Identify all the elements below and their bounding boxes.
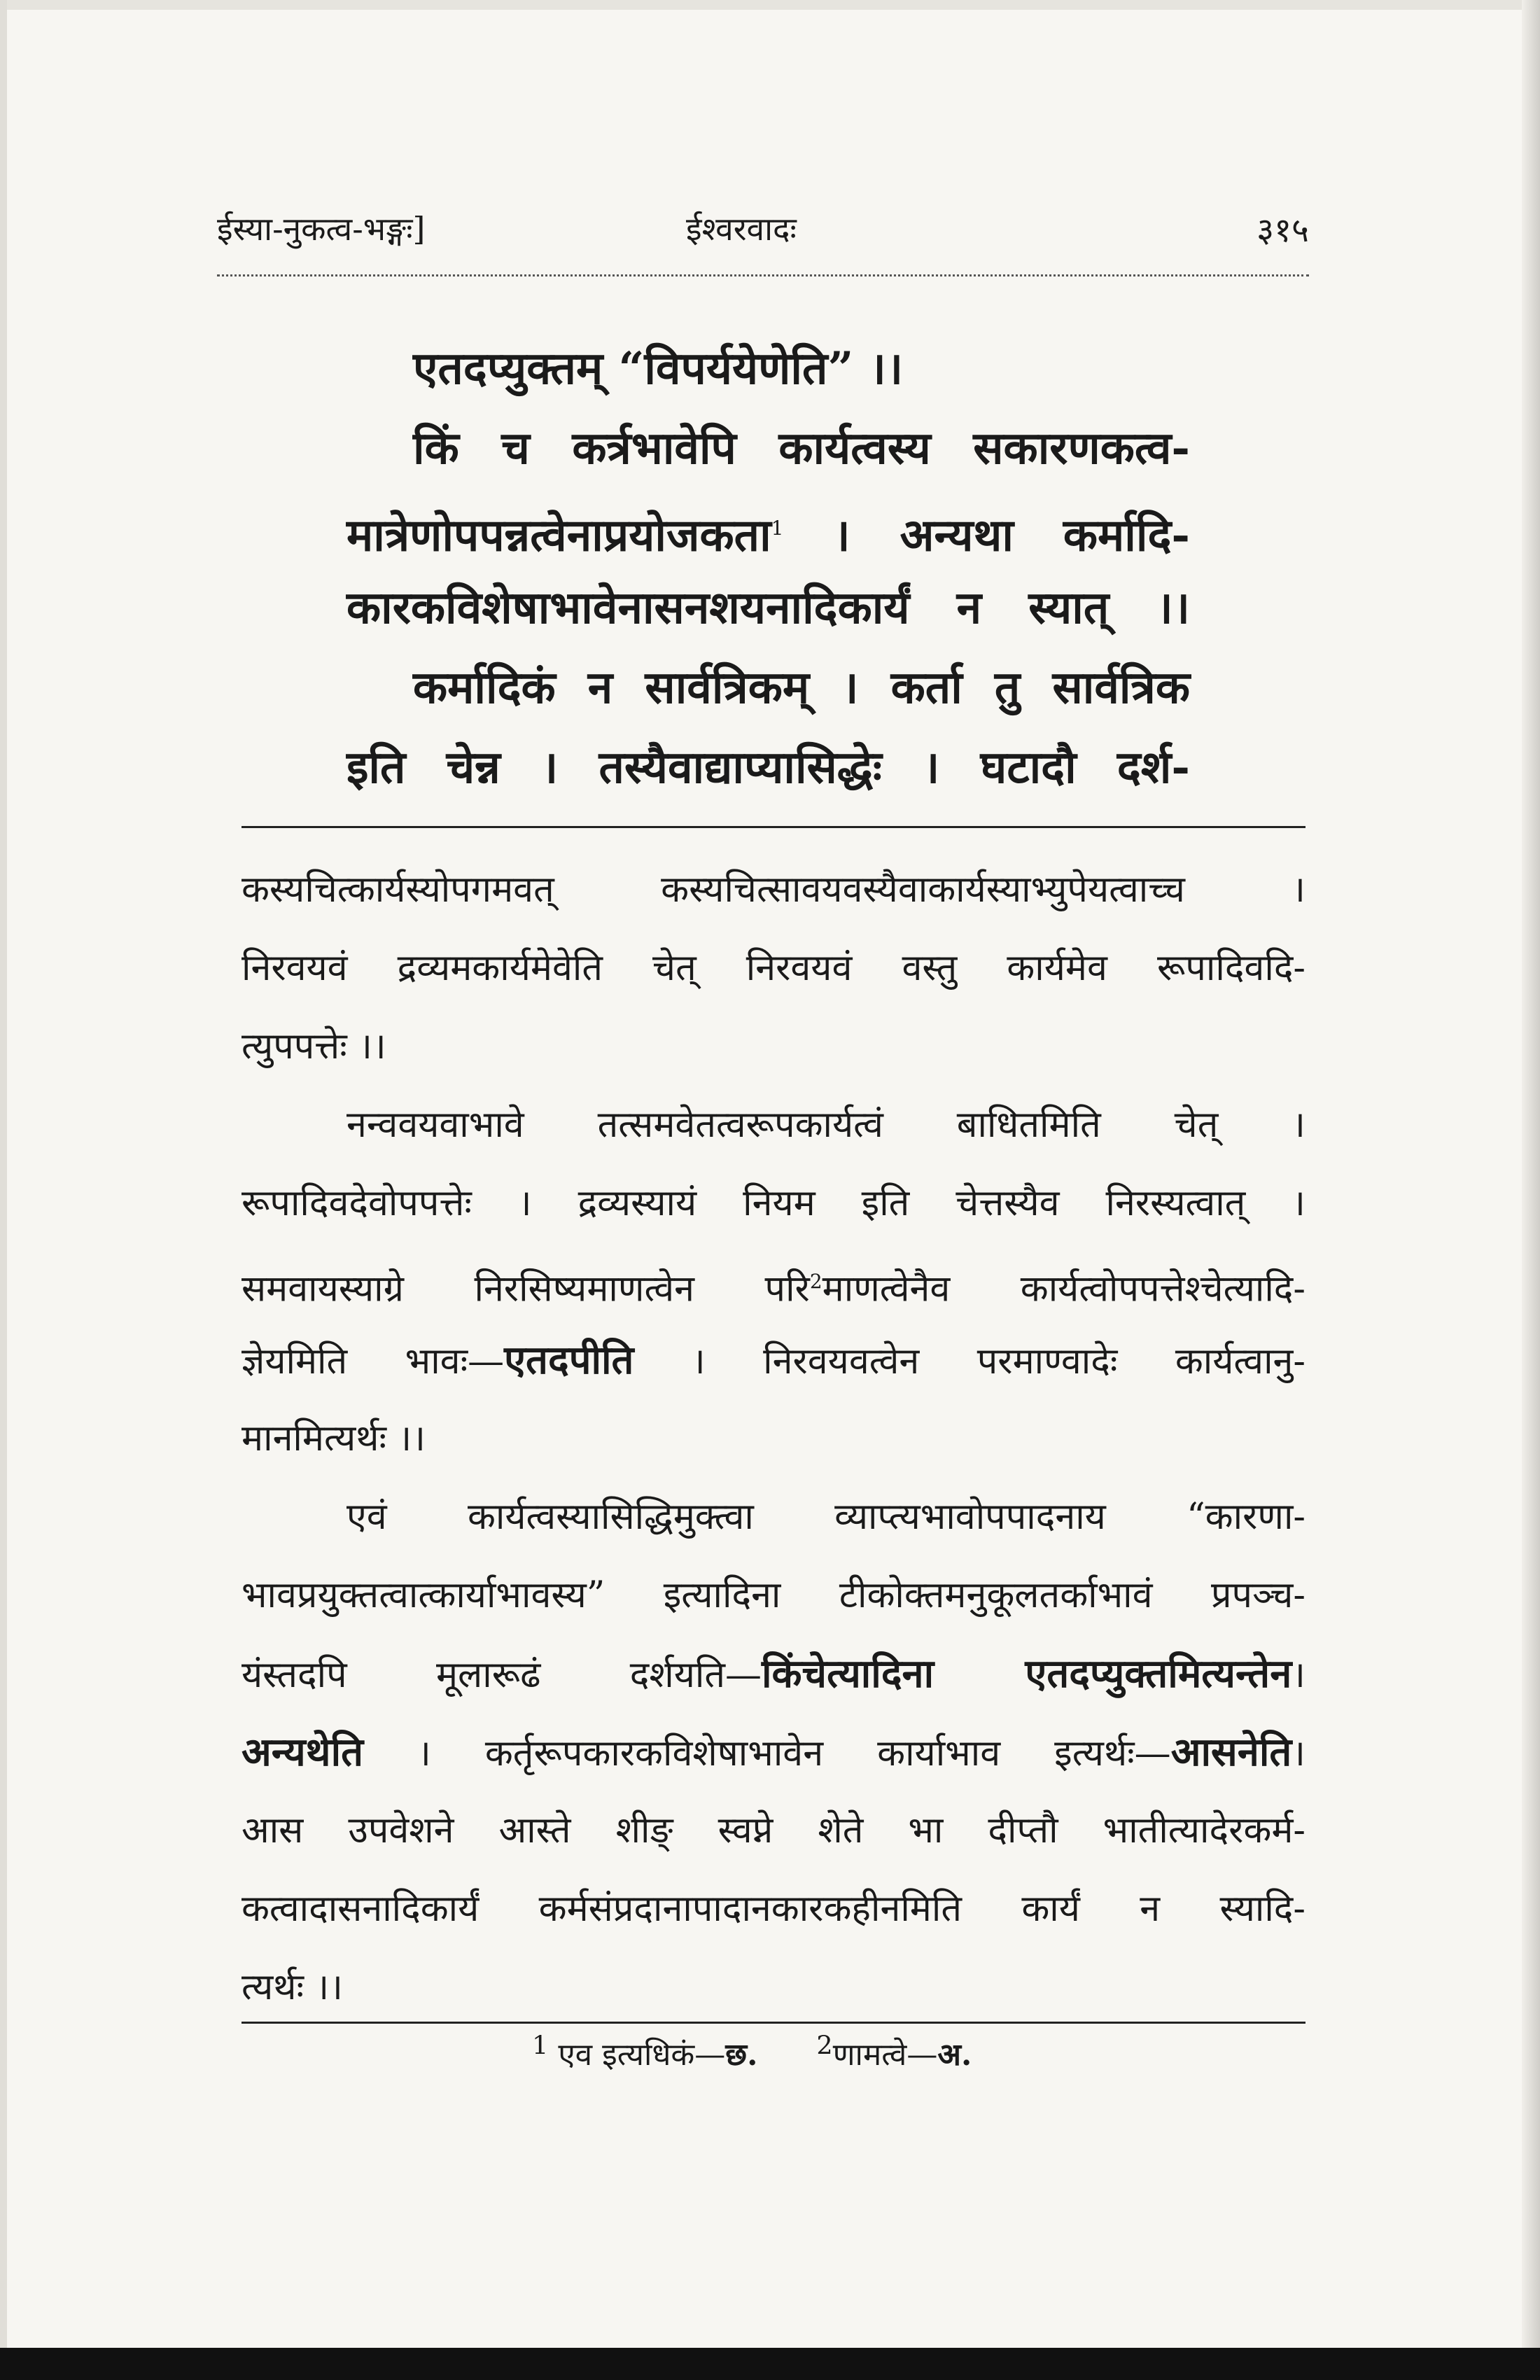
footnote-number: 1 [532,2030,549,2060]
mula-line: कारकविशेषाभावेनासनशयनादिकार्यं न स्यात् ।। [346,582,1190,634]
footnote-number: 2 [816,2030,833,2060]
mula-line: किं च कर्त्रभावेपि कार्यत्वस्य सकारणकत्व- [413,422,1190,475]
commentary-text-span: । निरवयवत्वेन परमाण्वादेः कार्यत्वानु- [634,1340,1306,1382]
commentary-line: त्युपपत्तेः ।। [241,1026,386,1068]
footnote-marker: 2 [809,1270,822,1293]
mula-text-span: मात्रेणोपपन्नत्वेनाप्रयोजकता [346,509,771,562]
page-header [217,206,1309,255]
mula-text-span: । अन्यथा कर्मादि- [833,509,1190,562]
commentary-text-span: यंस्तदपि मूलारूढं दर्शयति— [241,1654,762,1696]
pratika-quote: किंचेत्यादिना एतदप्युक्तमित्यन्तेन [762,1651,1292,1697]
commentary-line: नन्ववयवाभावे तत्समवेतत्वरूपकार्यत्वं बाधितमिति चेत् । [346,1104,1306,1146]
commentary-line: कत्वादासनादिकार्यं कर्मसंप्रदानापादानकारकहीनमिति कार्यं न स्यादि- [241,1888,1306,1930]
page-edge-left [0,0,7,2380]
footnote-divider [241,2022,1306,2024]
pratika-quote: एतदपीति [504,1337,634,1383]
commentary-text-span: ज्ञेयमिति भावः— [241,1340,505,1382]
text-commentary-divider [241,826,1306,828]
mula-line: एतदप्युक्तम् “विपर्ययेणेति” ।। [413,342,904,395]
commentary-line [241,1242,1306,1321]
running-title: ईस्या-नुकत्व-भङ्गः] [217,210,426,248]
pratika-quote: आसनेति [1170,1729,1292,1775]
mula-line: कर्मादिकं न सार्वत्रिकम् । कर्ता तु सार्वत्रिक [413,662,1190,714]
page-edge-top [0,0,1540,10]
footnote-source: छ. [725,2036,758,2073]
commentary-line [241,1634,1306,1713]
page-edge-right [1522,0,1540,2380]
mula-line [346,489,1190,568]
commentary-line [241,1713,1306,1791]
footnote-2 [816,2030,972,2073]
commentary-line [241,1321,1306,1399]
footnote-source: अ. [937,2036,972,2073]
pratika-quote: अन्यथेति [241,1729,363,1775]
footnote-text: एव इत्यधिकं— [548,2036,726,2073]
page-number: ३१५ [1256,211,1309,250]
commentary-line: मानमित्यर्थः ।। [241,1418,426,1460]
mula-line: इति चेन्न । तस्यैवाद्याप्यासिद्धेः । घटादौ दर्श- [346,741,1190,794]
commentary-line: भावप्रयुक्तत्वात्कार्याभावस्य” इत्यादिना टीकोक्तमनुकूलतर्काभावं प्रपञ्च- [241,1574,1306,1616]
commentary-line: रूपादिवदेवोपपत्तेः । द्रव्यस्यायं नियम इति चेत्तस्यैव निरस्यत्वात् । [241,1182,1306,1224]
header-divider [217,274,1309,276]
commentary-line: कस्यचित्कार्यस्योपगमवत् कस्यचित्सावयवस्यैवाकार्यस्याभ्युपेयत्वाच्च । [241,869,1306,911]
commentary-line: त्यर्थः ।। [241,1966,343,2008]
footnote-1 [532,2030,758,2073]
commentary-text [241,850,1306,2026]
commentary-line: निरवयवं द्रव्यमकार्यमेवेति चेत् निरवयवं वस्तु कार्यमेव रूपादिवदि- [241,947,1306,989]
footnote-text: णामत्वे— [832,2036,938,2073]
footnotes [532,2030,1021,2074]
commentary-line: आस उपवेशने आस्ते शीङ् स्वप्ने शेते भा दीप्तौ भातीत्यादेरकर्म- [241,1809,1306,1851]
footnote-marker: 1 [771,517,784,540]
commentary-text-span: समवायस्याग्रे निरसिष्यमाणत्वेन परि [241,1268,810,1310]
commentary-text-span: । [1292,1732,1306,1774]
mula-text [346,329,1190,808]
commentary-line: एवं कार्यत्वस्यासिद्धिमुक्त्वा व्याप्त्यभावोपपादनाय “कारणा- [346,1496,1306,1538]
commentary-text-span: । [1292,1654,1306,1696]
commentary-text-span: । कर्तृरूपकारकविशेषाभावेन कार्याभाव इत्यर्थः— [363,1732,1171,1774]
commentary-text-span: माणत्वेनैव कार्यत्वोपपत्तेश्चेत्यादि- [822,1268,1306,1310]
chapter-title: ईश्वरवादः [686,210,797,248]
page-edge-bottom [0,2348,1540,2380]
